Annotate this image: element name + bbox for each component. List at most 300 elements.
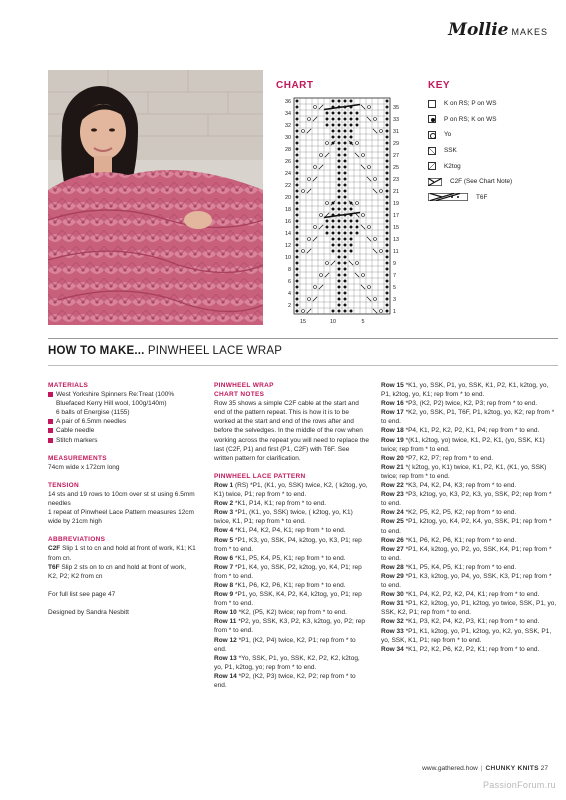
purl-stitch [338, 292, 341, 295]
purl-stitch [332, 130, 335, 133]
purl-stitch [332, 118, 335, 121]
purl-stitch [332, 124, 335, 127]
purl-stitch [350, 124, 353, 127]
purl-stitch [338, 268, 341, 271]
material-item: West Yorkshire Spinners Re:Treat (100% Bluefaced Kerry Hill wool, 100g/140m) [48, 390, 196, 408]
pattern-row: Row 32 *K1, P3, K2, P4, K2, P3, K1; rep from * to end. [381, 618, 540, 626]
pattern-row: Row 34 *K1, P2, K2, P6, K2, P2, K1; rep from * to end. [381, 645, 540, 653]
purl-stitch [296, 214, 299, 217]
purl-stitch [338, 274, 341, 277]
key-label: P on RS; K on WS [444, 115, 497, 123]
designer-credit: Designed by Sandra Nesbitt [48, 608, 129, 616]
row-number-left: 2 [288, 303, 291, 309]
pattern-row: Row 20 *P7, K2, P7; rep from * to end. [381, 454, 494, 462]
row-number-left: 4 [288, 291, 291, 297]
purl-stitch [296, 190, 299, 193]
purl-stitch [326, 226, 329, 229]
tension-text: 14 sts and 19 rows to 10cm over st st using 6.5mm needles [48, 490, 195, 508]
row-number-left: 28 [285, 147, 291, 153]
purl-stitch [386, 256, 389, 259]
purl-stitch [386, 298, 389, 301]
purl-stitch [296, 250, 299, 253]
row-number-right: 11 [393, 249, 399, 255]
abbreviations-heading: ABBREVIATIONS [48, 536, 106, 544]
purl-stitch [344, 112, 347, 115]
bullet-icon [48, 392, 53, 397]
purl-stitch [326, 232, 329, 235]
key-item-purl [428, 112, 558, 128]
purl-stitch [338, 298, 341, 301]
pattern-row: Row 3 *P1, (K1, yo, SSK) twice, ( k2tog, yo, K1) twice, K1, P1; rep from * to end. [214, 509, 353, 526]
page-number: 27 [540, 765, 548, 772]
purl-stitch [326, 118, 329, 121]
purl-stitch [296, 280, 299, 283]
row-number-right: 9 [393, 261, 396, 267]
purl-stitch [344, 190, 347, 193]
row-number-right: 35 [393, 105, 399, 111]
purl-stitch [386, 112, 389, 115]
purl-stitch [332, 220, 335, 223]
purl-stitch [386, 136, 389, 139]
knitting-chart [276, 92, 416, 332]
row-number-left: 6 [288, 279, 291, 285]
purl-stitch [296, 154, 299, 157]
purl-stitch [344, 232, 347, 235]
purl-stitch [344, 160, 347, 163]
purl-stitch [296, 178, 299, 181]
purl-stitch [332, 244, 335, 247]
purl-stitch [338, 280, 341, 283]
purl-stitch [386, 280, 389, 283]
purl-stitch [344, 142, 347, 145]
purl-stitch [338, 112, 341, 115]
page-title [48, 345, 282, 357]
purl-stitch [350, 226, 353, 229]
purl-stitch [386, 124, 389, 127]
purl-stitch [386, 166, 389, 169]
purl-stitch [344, 244, 347, 247]
pattern-row: Row 13 *Yo, SSK, P1, yo, SSK, K2, P2, K2, k2tog, yo, P1, k2tog, yo; rep from * to end. [214, 654, 360, 671]
row-number-right: 31 [393, 129, 399, 135]
purl-stitch [386, 286, 389, 289]
purl-stitch [386, 232, 389, 235]
purl-stitch [296, 166, 299, 169]
row-number-right: 27 [393, 153, 399, 159]
purl-stitch [296, 286, 299, 289]
purl-stitch [338, 148, 341, 151]
purl-stitch [338, 244, 341, 247]
purl-stitch [338, 136, 341, 139]
measurements-text: 74cm wide x 172cm long [48, 463, 120, 471]
purl-stitch [296, 124, 299, 127]
pattern-row: Row 18 *P4, K1, P2, K2, P2, K1, P4; rep from * to end. [381, 427, 540, 435]
purl-stitch [386, 208, 389, 211]
purl-stitch [344, 280, 347, 283]
purl-stitch [338, 220, 341, 223]
pattern-row: Row 21 *( k2tog, yo, K1) twice, K1, P2, K1, (K1, yo, SSK) twice; rep from * to end. [381, 463, 547, 480]
row-number-left: 16 [285, 219, 291, 225]
purl-stitch [338, 190, 341, 193]
purl-stitch [296, 298, 299, 301]
purl-stitch [350, 232, 353, 235]
purl-stitch [386, 220, 389, 223]
purl-stitch [332, 232, 335, 235]
purl-stitch [344, 286, 347, 289]
k2tog-diagonal-icon [428, 162, 436, 170]
pattern-row: Row 9 *P1, yo, SSK, K4, P2, K4, k2tog, yo, P1; rep from * to end. [214, 591, 362, 608]
bullet-icon [48, 419, 53, 424]
purl-stitch [344, 148, 347, 151]
purl-stitch [386, 148, 389, 151]
purl-stitch [296, 292, 299, 295]
purl-stitch [386, 100, 389, 103]
chart-notes-subheading: CHART NOTES [214, 391, 265, 399]
pattern-row: Row 12 *P1, (K2, P4) twice, K2, P1; rep from * to end. [214, 636, 356, 653]
row-number-right: 33 [393, 117, 399, 123]
chart-title: CHART [276, 80, 314, 91]
purl-stitch [344, 202, 347, 205]
bullet-icon [48, 438, 53, 443]
purl-stitch [296, 220, 299, 223]
key-item-k2tog [428, 158, 558, 174]
row-number-right: 29 [393, 141, 399, 147]
brand-logo [448, 20, 548, 40]
row-number-left: 12 [285, 243, 291, 249]
pattern-row: Row 16 *P3, (K2, P2) twice, K2, P3; rep from * to end. [381, 400, 538, 408]
materials-heading: MATERIALS [48, 382, 89, 389]
purl-stitch [356, 124, 359, 127]
purl-stitch [350, 208, 353, 211]
purl-stitch [338, 124, 341, 127]
purl-stitch [338, 256, 341, 259]
ssk-diagonal-icon [428, 147, 436, 155]
row-number-left: 36 [285, 99, 291, 105]
purl-stitch [386, 178, 389, 181]
purl-stitch [296, 100, 299, 103]
pattern-row: Row 27 *P1, K4, k2tog, yo, P2, yo, SSK, K4, P1; rep from * to end. [381, 545, 552, 562]
key-label: SSK [444, 147, 457, 155]
purl-stitch [344, 226, 347, 229]
purl-stitch [338, 172, 341, 175]
chart-notes-text: Row 35 shows a simple C2F cable at the start and end of the pattern repeat. This is how it is to be worked at the start and end of the rows after and before the selvedges. In the middle of the row when working across the repeat you will need to replace the last (C2F, P1) and first (P1, C2F) with T6F. See written pattern for clarification. [214, 400, 370, 462]
purl-stitch [338, 160, 341, 163]
tension-text: 1 repeat of Pinwheel Lace Pattern measures 12cm wide by 21cm high [48, 509, 194, 526]
purl-stitch [386, 190, 389, 193]
purl-stitch [338, 166, 341, 169]
purl-stitch [296, 130, 299, 133]
purl-stitch [338, 100, 341, 103]
purl-stitch [296, 142, 299, 145]
footer-magazine: CHUNKY KNITS [485, 765, 539, 772]
pattern-row: Row 5 *P1, K3, yo, SSK, P4, k2tog, yo, K3, P1; rep from * to end. [214, 536, 362, 553]
purl-stitch [338, 130, 341, 133]
purl-stitch [344, 304, 347, 307]
pattern-row: Row 2 *K1, P14, K1; rep from * to end. [214, 500, 327, 508]
materials-column [48, 381, 196, 617]
purl-stitch [296, 160, 299, 163]
purl-stitch [350, 310, 353, 313]
pattern-row: Row 19 *(K1, k2tog, yo) twice, K1, P2, K1, (yo, SSK, K1) twice; rep from * to end. [381, 436, 545, 453]
purl-stitch [344, 298, 347, 301]
key-item-c2f [428, 174, 558, 190]
purl-stitch [338, 238, 341, 241]
purl-stitch [344, 274, 347, 277]
row-number-left: 24 [285, 171, 291, 177]
purl-stitch [338, 304, 341, 307]
purl-stitch [296, 202, 299, 205]
key-label: K on RS; P on WS [444, 100, 497, 108]
purl-stitch [344, 136, 347, 139]
purl-stitch [386, 196, 389, 199]
pattern-heading: PINWHEEL LACE PATTERN [214, 472, 306, 480]
purl-stitch [338, 118, 341, 121]
footer-url: www.gathered.how [422, 765, 478, 772]
row-number-right: 21 [393, 189, 399, 195]
key-label: C2F (See Chart Note) [450, 178, 513, 186]
purl-stitch [332, 136, 335, 139]
purl-stitch [350, 136, 353, 139]
purl-stitch [350, 130, 353, 133]
row-number-left: 8 [288, 267, 291, 273]
key-title: KEY [428, 80, 451, 91]
purl-stitch [350, 238, 353, 241]
purl-stitch [326, 220, 329, 223]
purl-stitch [386, 238, 389, 241]
footer-separator: | [480, 765, 483, 772]
purl-stitch [344, 262, 347, 265]
purl-stitch [338, 178, 341, 181]
pattern-row: Row 17 *K2, yo, SSK, P1, T6F, P1, k2tog, yo, K2; rep from * to end. [381, 409, 555, 426]
column-number: 5 [361, 319, 365, 325]
row-number-left: 22 [285, 183, 291, 189]
material-item: A pair of 6.5mm needles [48, 417, 196, 426]
row-number-left: 30 [285, 135, 291, 141]
key-item-ssk [428, 143, 558, 159]
pattern-row: Row 1 (RS) *P1, (K1, yo, SSK) twice, K2, ( k2tog, yo, K1) twice, P1; rep from * to end. [214, 481, 368, 499]
page-footer [422, 765, 548, 772]
purl-stitch [296, 184, 299, 187]
purl-stitch [344, 178, 347, 181]
purl-stitch [338, 262, 341, 265]
pattern-row: Row 6 *K1, P5, K4, P5, K1; rep from * to end. [214, 554, 346, 562]
brand-name: Mollie [448, 20, 509, 40]
purl-stitch [344, 292, 347, 295]
purl-stitch [338, 286, 341, 289]
purl-stitch [344, 220, 347, 223]
purl-stitch [338, 226, 341, 229]
pattern-row: Row 11 *P2, yo, SSK, K3, P2, K3, k2tog, yo, P2; rep from * to end. [214, 618, 366, 635]
purl-stitch [344, 124, 347, 127]
purl-stitch [338, 202, 341, 205]
dot-square-icon [428, 115, 436, 123]
purl-stitch [296, 244, 299, 247]
purl-stitch [296, 196, 299, 199]
key-list [428, 96, 558, 205]
purl-stitch [344, 208, 347, 211]
measurements-heading: MEASUREMENTS [48, 454, 107, 462]
model-photo [48, 70, 263, 325]
row-number-right: 1 [393, 309, 396, 315]
purl-stitch [344, 250, 347, 253]
purl-stitch [344, 166, 347, 169]
purl-stitch [296, 256, 299, 259]
purl-stitch [296, 172, 299, 175]
column-number: 10 [330, 319, 336, 325]
purl-stitch [350, 112, 353, 115]
purl-stitch [386, 202, 389, 205]
purl-stitch [296, 148, 299, 151]
purl-stitch [356, 118, 359, 121]
purl-stitch [338, 310, 341, 313]
purl-stitch [332, 238, 335, 241]
row-number-right: 23 [393, 177, 399, 183]
row-number-right: 15 [393, 225, 399, 231]
pattern-row: Row 25 *P1, k2tog, yo, K4, P2, K4, yo, SSK, P1; rep from * to end. [381, 518, 552, 535]
tension-heading: TENSION [48, 481, 79, 489]
purl-stitch [386, 226, 389, 229]
pattern-row: Row 30 *K1, P4, K2, P2, K2, P4, K1; rep from * to end. [381, 591, 540, 599]
model-photo-illustration [48, 70, 263, 325]
yo-circle-icon [428, 131, 436, 139]
purl-stitch [356, 232, 359, 235]
purl-stitch [338, 142, 341, 145]
purl-stitch [386, 130, 389, 133]
bullet-icon [48, 428, 53, 433]
purl-stitch [296, 274, 299, 277]
purl-stitch [344, 196, 347, 199]
pattern-row: Row 15 *K1, yo, SSK, P1, yo, SSK, K1, P2, K1, k2tog, yo, P1, k2tog, yo, K1; rep from * to end. [381, 382, 549, 399]
row-number-right: 3 [393, 297, 396, 303]
key-label: T6F [476, 193, 488, 201]
purl-stitch [344, 118, 347, 121]
key-item-yo [428, 127, 558, 143]
pattern-column [381, 381, 558, 654]
row-number-left: 14 [285, 231, 291, 237]
chart-notes-heading: PINWHEEL WRAP [214, 382, 274, 389]
pattern-row: Row 31 *P1, K2, k2tog, yo, P1, k2tog, yo twice, SSK, P1, yo, SSK, K2, P1; rep from * to end. [381, 600, 557, 617]
purl-stitch [350, 244, 353, 247]
purl-stitch [296, 136, 299, 139]
purl-stitch [338, 250, 341, 253]
purl-stitch [386, 268, 389, 271]
material-yarn-note: 6 balls of Energise (1155) [56, 409, 130, 417]
pattern-row: Row 24 *K2, P5, K2, P5, K2; rep from * to end. [381, 509, 517, 517]
material-item: Stitch markers [48, 436, 196, 445]
pattern-row: Row 7 *P1, K4, yo, SSK, P2, k2tog, yo, K4, P1; rep from * to end. [214, 563, 362, 580]
purl-stitch [296, 112, 299, 115]
purl-stitch [386, 154, 389, 157]
purl-stitch [338, 232, 341, 235]
purl-stitch [356, 112, 359, 115]
pattern-row: Row 33 *P1, K1, k2tog, yo, P1, k2tog, yo, K2, yo, SSK, P1, yo, SSK, K1, P1; rep from * to end. [381, 627, 552, 644]
purl-stitch [344, 100, 347, 103]
purl-stitch [350, 100, 353, 103]
purl-stitch [344, 310, 347, 313]
row-number-left: 32 [285, 123, 291, 129]
empty-square-icon [428, 100, 436, 108]
purl-stitch [386, 250, 389, 253]
pattern-rows [381, 381, 558, 654]
pattern-row: Row 8 *K1, P6, K2, P6, K1; rep from * to end. [214, 581, 346, 589]
page-title-prefix: HOW TO MAKE... [48, 345, 145, 357]
row-number-right: 13 [393, 237, 399, 243]
purl-stitch [386, 184, 389, 187]
purl-stitch [356, 220, 359, 223]
key-item-t6f [428, 190, 558, 206]
column-number: 15 [300, 319, 306, 325]
row-number-left: 18 [285, 207, 291, 213]
row-number-left: 26 [285, 159, 291, 165]
purl-stitch [326, 124, 329, 127]
pattern-row: Row 4 *K1, P4, K2, P4, K1; rep from * to end. [214, 527, 346, 535]
purl-stitch [296, 226, 299, 229]
chart-notes-column [214, 381, 370, 690]
purl-stitch [344, 154, 347, 157]
brand-suffix: MAKES [511, 27, 548, 37]
purl-stitch [296, 238, 299, 241]
key-label: Yo [444, 131, 452, 139]
purl-stitch [296, 208, 299, 211]
purl-stitch [296, 310, 299, 313]
purl-stitch [350, 250, 353, 253]
purl-stitch [332, 226, 335, 229]
material-item: Cable needle [48, 426, 196, 435]
divider [48, 338, 558, 339]
purl-stitch [332, 208, 335, 211]
purl-stitch [326, 112, 329, 115]
chart-cells [294, 98, 390, 314]
purl-stitch [296, 232, 299, 235]
abbreviation-t6f: T6F Slip 2 sts on to cn and hold at front of work, K2, P2; K2 from cn [48, 563, 187, 580]
row-number-right: 7 [393, 273, 396, 279]
purl-stitch [386, 304, 389, 307]
purl-stitch [296, 106, 299, 109]
abbreviation-c2f: C2F Slip 1 st to cn and hold at front of work, K1; K1 from cn. [48, 545, 196, 562]
purl-stitch [332, 250, 335, 253]
row-number-right: 19 [393, 201, 399, 207]
row-number-right: 25 [393, 165, 399, 171]
purl-stitch [386, 160, 389, 163]
purl-stitch [386, 262, 389, 265]
purl-stitch [386, 274, 389, 277]
purl-stitch [296, 118, 299, 121]
purl-stitch [332, 112, 335, 115]
pattern-row: Row 14 *P2, (K2, P3) twice, K2, P2; rep from * to end. [214, 672, 356, 689]
purl-stitch [338, 184, 341, 187]
row-number-left: 10 [285, 255, 291, 261]
purl-stitch [386, 106, 389, 109]
c2f-cable-icon [428, 178, 442, 186]
key-item-knit [428, 96, 558, 112]
purl-stitch [344, 238, 347, 241]
purl-stitch [296, 304, 299, 307]
watermark: PassionForum.ru [482, 780, 556, 790]
pattern-rows [214, 481, 370, 690]
purl-stitch [338, 196, 341, 199]
purl-stitch [386, 292, 389, 295]
pattern-row: Row 26 *K1, P6, K2, P6, K1; rep from * to end. [381, 536, 517, 544]
purl-stitch [296, 262, 299, 265]
purl-stitch [344, 256, 347, 259]
purl-stitch [386, 310, 389, 313]
key-label: K2tog [444, 162, 461, 170]
chart-grid-svg [276, 92, 416, 332]
purl-stitch [386, 118, 389, 121]
purl-stitch [332, 100, 335, 103]
purl-stitch [350, 118, 353, 121]
row-number-left: 20 [285, 195, 291, 201]
pattern-row: Row 22 *K3, P4, K2, P4, K3; rep from * to end. [381, 482, 517, 490]
